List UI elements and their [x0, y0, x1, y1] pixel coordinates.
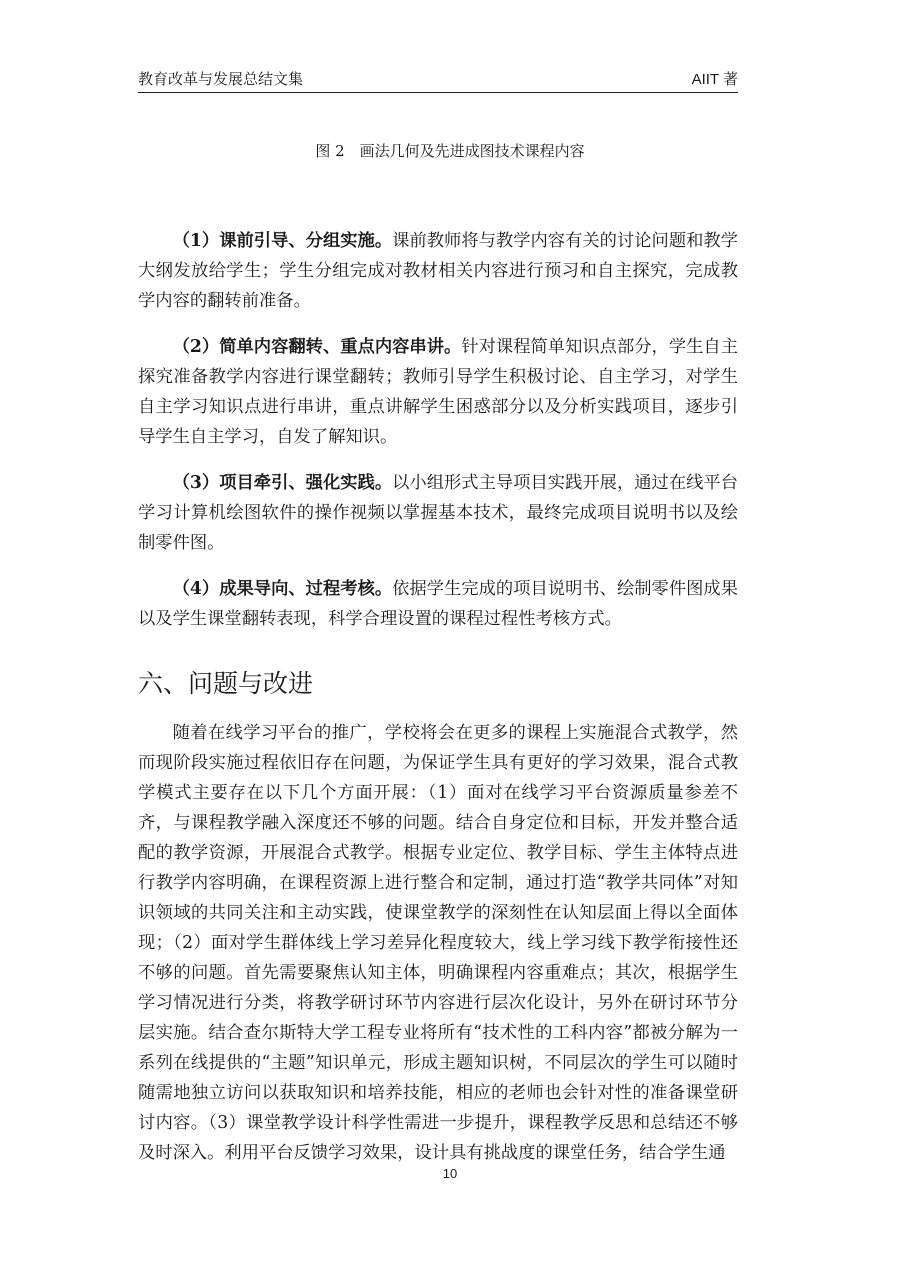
teaching-steps	[138, 226, 738, 650]
step-title: （2）简单内容翻转、重点内容串讲。	[172, 337, 462, 357]
step-paragraph	[138, 574, 738, 634]
step-body: 依据学生完成的项目说明书、绘制零件图成果以及学生课堂翻转表现，科学合理设置的课程过程性考核方式。	[138, 579, 738, 629]
step-paragraph	[138, 226, 738, 316]
page-number: 10	[442, 1166, 458, 1181]
step-title: （4）成果导向、过程考核。	[172, 579, 393, 599]
step-title: （3）项目牵引、强化实践。	[172, 473, 393, 493]
step-paragraph	[138, 332, 738, 452]
figure-caption: 图 2 画法几何及先进成图技术课程内容	[315, 142, 585, 160]
step-paragraph	[138, 468, 738, 558]
header-author: AIIT 著	[691, 71, 738, 88]
step-body: 课前教师将与教学内容有关的讨论问题和教学大纲发放给学生；学生分组完成对教材相关内容进行预习和自主探究，完成教学内容的翻转前准备。	[138, 231, 738, 311]
section-paragraph: 随着在线学习平台的推广，学校将会在更多的课程上实施混合式教学，然而现阶段实施过程依旧存在问题，为保证学生具有更好的学习效果，混合式教学模式主要存在以下几个方面开展：（1）面对在线学习平台资源质量参差不齐，与课程教学融入深度还不够的问题。结合自身定位和目标，开发并整合适配的教学资源，开展混合式教学。根据专业定位、教学目标、学生主体特点进行教学内容明确，在课程资源上进行整合和定制，通过打造“教学共同体”对知识领域的共同关注和主动实践，使课堂教学的深刻性在认知层面上得以全面体现；（2）面对学生群体线上学习差异化程度较大，线上学习线下教学衔接性还不够的问题。首先需要聚焦认知主体，明确课程内容重难点；其次，根据学生学习情况进行分类，将教学研讨环节内容进行层次化设计，另外在研讨环节分层实施。结合查尔斯特大学工程专业将所有“技术性的工科内容”都被分解为一系列在线提供的“主题”知识单元，形成主题知识树，不同层次的学生可以随时随需地独立访问以获取知识和培养技能，相应的老师也会针对性的准备课堂研讨内容。（3）课堂教学设计科学性需进一步提升，课程教学反思和总结还不够及时深入。利用平台反馈学习效果，设计具有挑战度的课堂任务，结合学生通	[138, 723, 738, 1163]
section-heading: 六、问题与改进	[138, 669, 314, 698]
step-title: （1）课前引导、分组实施。	[172, 231, 393, 251]
step-body: 针对课程简单知识点部分，学生自主探究准备教学内容进行课堂翻转；教师引导学生积极讨论、自主学习，对学生自主学习知识点进行串讲，重点讲解学生困惑部分以及分析实践项目，逐步引导学生自主学习，自发了解知识。	[138, 337, 738, 447]
step-body: 以小组形式主导项目实践开展，通过在线平台学习计算机绘图软件的操作视频以掌握基本技术，最终完成项目说明书以及绘制零件图。	[138, 473, 738, 553]
header-book-title: 教育改革与发展总结文集	[138, 70, 304, 88]
section-body	[138, 718, 738, 1168]
page-header	[138, 68, 738, 93]
